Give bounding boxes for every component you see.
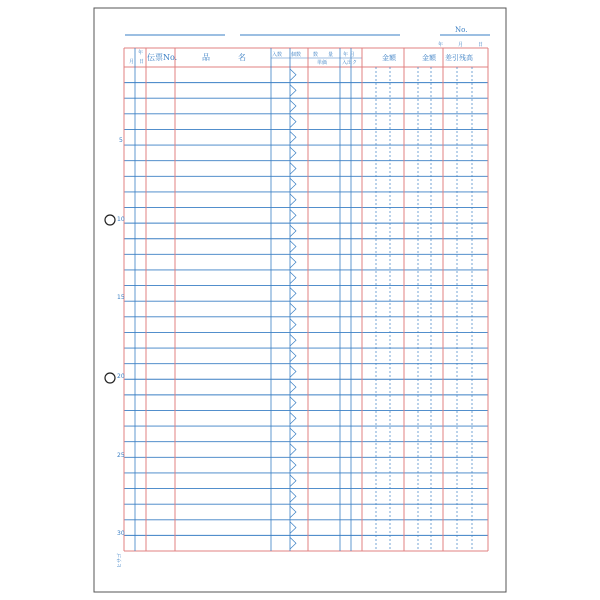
col-slip-no: 伝票No. xyxy=(147,53,178,62)
col-item-hin: 品 xyxy=(202,53,210,62)
row-marker-20: 20 xyxy=(117,373,125,380)
col-month-label: 年 xyxy=(138,50,144,56)
no-label: No. xyxy=(455,26,468,34)
col-amount-2: 金額 xyxy=(422,54,436,62)
col-irisu: 入数 xyxy=(272,52,283,58)
month-label: 月 xyxy=(458,42,464,48)
binding-hole-top xyxy=(105,215,115,225)
row-marker-5: 5 xyxy=(119,137,123,144)
row-marker-15: 15 xyxy=(117,294,125,301)
col-month-label-2: 月 xyxy=(129,59,135,65)
col-item-mei: 名 xyxy=(238,53,246,62)
row-marker-25: 25 xyxy=(117,452,125,459)
col-day-label: 日 xyxy=(139,59,145,65)
col-balance: 差引残高 xyxy=(445,54,473,62)
binding-hole-bottom xyxy=(105,373,115,383)
col-in-out: 入出ク xyxy=(342,60,358,66)
col-kosu: 個数 xyxy=(291,52,302,58)
col-amount-1: 金額 xyxy=(382,54,396,62)
row-marker-30: 30 xyxy=(117,530,125,537)
year-label: 年 xyxy=(438,42,444,48)
col-unit-price: 単価 xyxy=(317,60,328,66)
col-quantity: 数 量 xyxy=(313,52,334,58)
form-code: ヒサゴ xyxy=(117,553,123,568)
col-nen-month: 年 月 xyxy=(343,52,355,58)
day-label: 日 xyxy=(478,42,484,48)
row-marker-10: 10 xyxy=(117,216,125,223)
